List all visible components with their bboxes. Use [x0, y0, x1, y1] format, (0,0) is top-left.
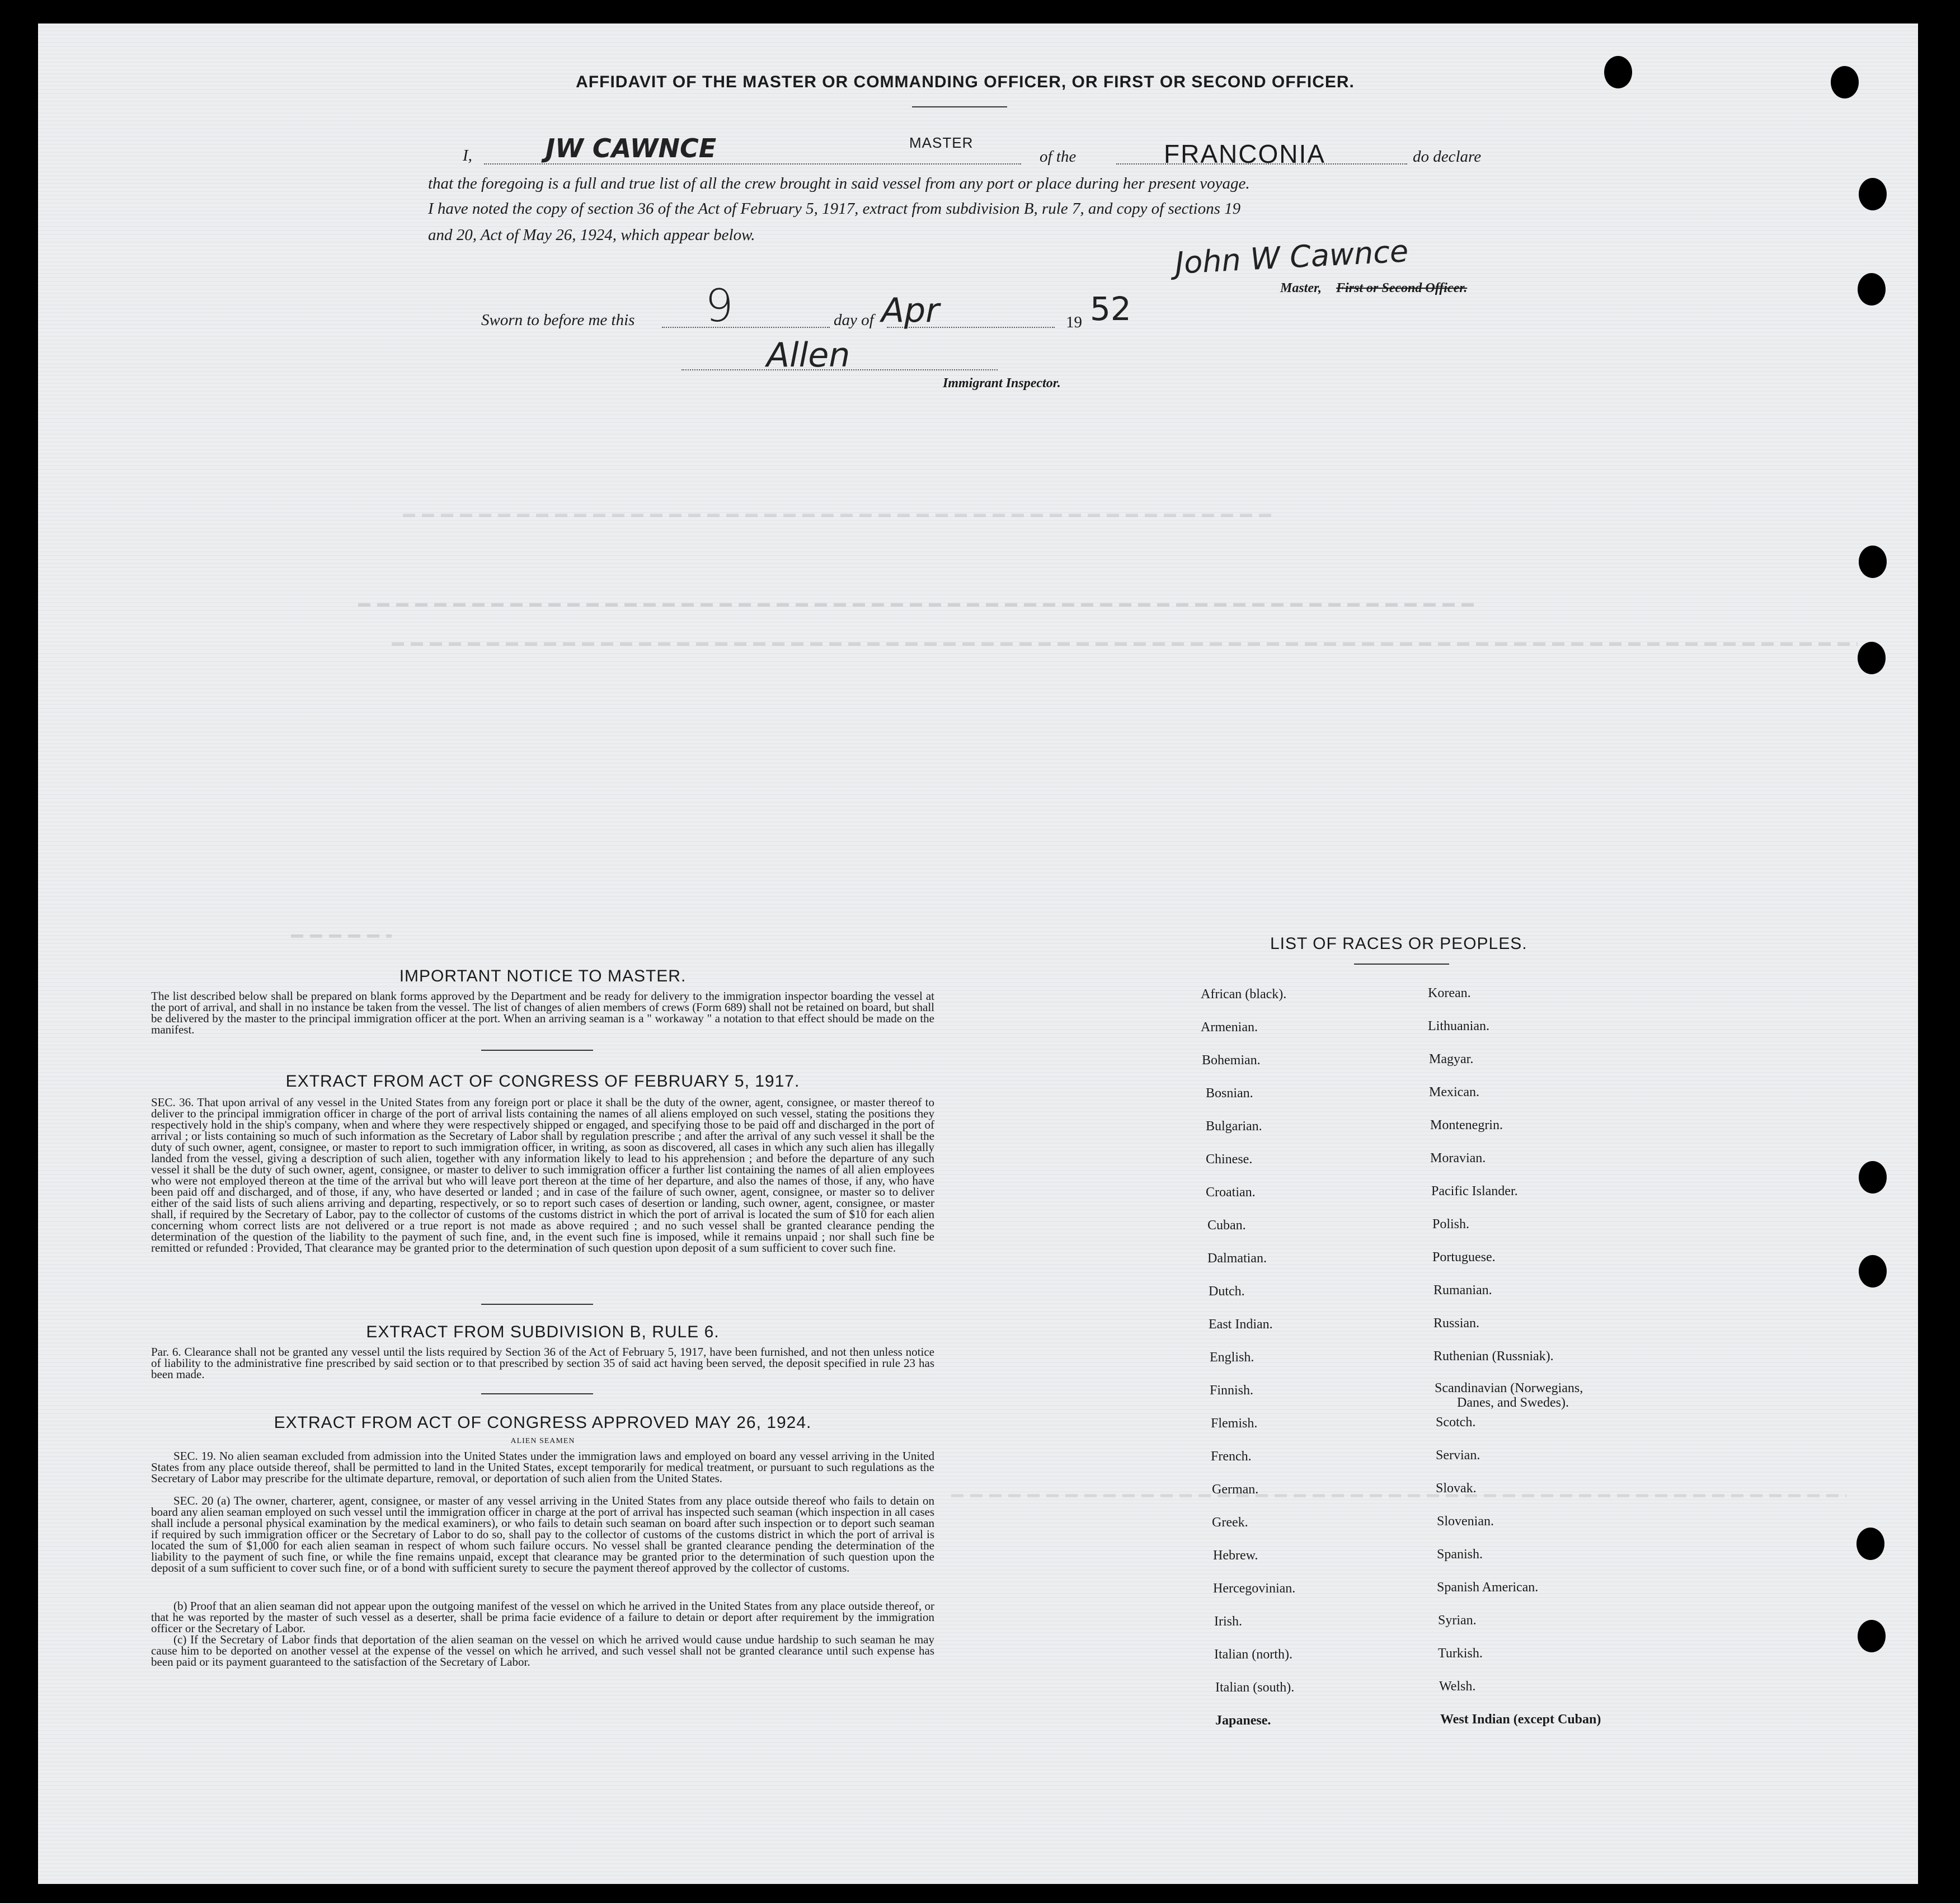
race-right-item: Montenegrin.	[1430, 1118, 1503, 1133]
year-prefix: 19	[1066, 313, 1082, 331]
race-right-item: Servian.	[1436, 1448, 1480, 1463]
punch-hole	[1859, 178, 1887, 210]
race-left-item: Japanese.	[1215, 1713, 1271, 1728]
sworn-day-line	[662, 327, 830, 328]
race-right-item: Magyar.	[1429, 1052, 1474, 1066]
race-left-item: Bulgarian.	[1206, 1119, 1262, 1134]
race-right-item: Ruthenian (Russniak).	[1433, 1349, 1554, 1364]
master-signature: John W Cawnce	[1174, 233, 1409, 281]
race-left-item: Flemish.	[1211, 1416, 1258, 1431]
race-right-item: Portuguese.	[1432, 1250, 1496, 1265]
race-left-item: Greek.	[1212, 1515, 1248, 1530]
extract-1924-sec19: SEC. 19. No alien seaman excluded from admission into the United States under the immigration laws and employed on board any vessel arriving in the United States from any place outside thereof, shall be permitted to land in the United States, except temporarily for medical treatment, or pursuant to such regulations as the Secretary of Labor may prescribe for the ultimate departure, removal, or deportation of such alien from the United States.	[151, 1449, 934, 1485]
extract-1917-title: EXTRACT FROM ACT OF CONGRESS OF FEBRUARY 5, 1917.	[285, 1072, 800, 1091]
section-rule	[481, 1304, 593, 1305]
race-left-item: African (black).	[1201, 987, 1287, 1002]
master-caption: Master,	[1280, 281, 1322, 295]
punch-hole	[1859, 1161, 1887, 1194]
race-left-item: Armenian.	[1201, 1020, 1258, 1035]
race-right-item: Scotch.	[1436, 1415, 1476, 1430]
race-left-item: Cuban.	[1207, 1218, 1246, 1233]
race-left-item: German.	[1212, 1482, 1259, 1497]
race-left-item: Croatian.	[1206, 1185, 1256, 1200]
race-left-item: Hercegovinian.	[1213, 1581, 1296, 1596]
race-left-item: Hebrew.	[1213, 1548, 1258, 1563]
race-right-item: Welsh.	[1439, 1679, 1476, 1694]
race-right-item: West Indian (except Cuban)	[1440, 1712, 1601, 1727]
race-left-item: Italian (north).	[1214, 1647, 1292, 1662]
bleed-through-mark	[291, 934, 392, 938]
race-right-item: Lithuanian.	[1428, 1019, 1489, 1033]
punch-hole	[1604, 56, 1632, 88]
punch-hole	[1858, 642, 1886, 674]
heading-rule	[912, 106, 1007, 107]
bleed-through-mark	[951, 1494, 1846, 1497]
race-right-item: Pacific Islander.	[1431, 1184, 1518, 1199]
struck-officer-caption: First or Second Officer.	[1336, 281, 1468, 295]
vessel-name-stamp: FRANCONIA	[1164, 139, 1326, 168]
extract-1924-sec20c: (c) If the Secretary of Labor finds that deportation of the alien seaman on the vessel on which he arrived would cause undue hardship to such seaman he may cause him to be deported on another vessel at the expense of the vessel on which he arrived, and such vessel shall not be granted clearance until such expense has been paid or its payment guaranteed to the satisfaction of the Secretary of Labor.	[151, 1633, 934, 1669]
race-right-item: Slovenian.	[1437, 1514, 1494, 1529]
extract-1924-sec20a: SEC. 20 (a) The owner, charterer, agent, consignee, or master of any vessel arriving in the United States from any place outside thereof who fails to detain on board any alien seaman employed on such vessel until the immigration officer in charge at the port of arrival has inspected such seaman (which inspection in all cases shall include a personal physical examination by the medical examiners), or who fails to detain such seaman on board after such inspection or to deport such seaman if required by such immigration officer or the Secretary of Labor to do so, shall pay to the collector of customs of the customs district in which the port of arrival is located the sum of $1,000 for each alien seaman in respect of whom such failure occurs. No vessel shall be granted clearance pending the determination of the liability to the payment of such fine, or while the fine remains unpaid, except that clearance may be granted prior to the determination of such question upon the deposit of a sum sufficient to cover such fine, or of a bond with sufficient surety to secure the payment thereof approved by the collector of customs.	[151, 1494, 934, 1575]
extract-1924-sec20b: (b) Proof that an alien seaman did not appear upon the outgoing manifest of the vessel on which he arrived in the United States from any place outside thereof, or that he was reported by the master of such vessel as a deserter, shall be prima facie evidence of a failure to detain or deport after requirement by the immigration officer or the Secretary of Labor.	[151, 1599, 934, 1635]
race-right-item: Syrian.	[1438, 1613, 1477, 1628]
bleed-through-mark	[403, 514, 1276, 517]
rule6-title: EXTRACT FROM SUBDIVISION B, RULE 6.	[366, 1323, 720, 1341]
section-rule	[481, 1050, 593, 1051]
day-of-label: day of	[834, 311, 874, 329]
notice-title: IMPORTANT NOTICE TO MASTER.	[399, 967, 687, 985]
sworn-label: Sworn to before me this	[481, 311, 635, 329]
race-left-item: Bohemian.	[1202, 1053, 1261, 1068]
race-right-item: Spanish American.	[1437, 1580, 1539, 1595]
race-right-item: Rumanian.	[1433, 1283, 1492, 1298]
inspector-signature: Allen	[767, 336, 850, 375]
race-right-item: Korean.	[1428, 986, 1471, 1000]
do-declare-label: do declare	[1413, 148, 1482, 166]
name-line	[484, 163, 1021, 165]
affidavit-line-2: that the foregoing is a full and true list of all the crew brought in said vessel from any port or place during her present voyage.	[428, 175, 1250, 192]
race-right-item: Spanish.	[1437, 1547, 1483, 1562]
notice-body: The list described below shall be prepared on blank forms approved by the Department and be ready for delivery to the immigration inspector boarding the vessel at the port of arrival, and shall in no instance be taken from the vessel. The list of changes of alien members of crews (Form 689) shall not be retained on board, but shall be delivered by the master to the principal immigration officer at the port. When an arriving seaman is a " workaway " a notation to that effect should be made on the manifest.	[151, 989, 934, 1036]
races-title-rule	[1354, 964, 1449, 965]
bleed-through-mark	[392, 642, 1858, 646]
race-right-item: Mexican.	[1429, 1085, 1479, 1099]
race-right-item: Russian.	[1433, 1316, 1480, 1331]
race-left-item: Chinese.	[1206, 1152, 1253, 1167]
race-right-item: Moravian.	[1430, 1151, 1486, 1166]
race-right-item: Danes, and Swedes).	[1457, 1395, 1569, 1410]
extract-1924-title: EXTRACT FROM ACT OF CONGRESS APPROVED MAY 26, 1924.	[274, 1413, 812, 1432]
punch-hole	[1858, 273, 1886, 306]
bleed-through-mark	[358, 603, 1477, 607]
inspector-line	[681, 369, 998, 370]
race-left-item: East Indian.	[1209, 1317, 1273, 1332]
affidavit-line-4: and 20, Act of May 26, 1924, which appear below.	[428, 226, 755, 244]
race-left-item: Bosnian.	[1206, 1086, 1253, 1101]
race-left-item: Dutch.	[1209, 1284, 1245, 1299]
punch-hole	[1831, 66, 1859, 98]
extract-1924-subtitle: ALIEN SEAMEN	[510, 1437, 575, 1445]
section-rule	[481, 1393, 593, 1394]
rule6-body: Par. 6. Clearance shall not be granted any vessel until the lists required by Section 36 of the Act of February 5, 1917, have been furnished, and not then unless notice of liability to the administrative fine prescribed by said section or to that prescribed by section 35 of said act having been served, the deposit specified in rule 23 has been made.	[151, 1345, 934, 1381]
race-right-item: Slovak.	[1436, 1481, 1477, 1496]
race-right-item: Turkish.	[1438, 1646, 1483, 1661]
race-left-item: Dalmatian.	[1207, 1251, 1267, 1266]
sworn-day-handwritten: 9	[705, 280, 734, 332]
race-left-item: French.	[1211, 1449, 1252, 1464]
punch-hole	[1858, 1620, 1886, 1652]
rank-stamp: MASTER	[909, 134, 974, 151]
race-left-item: Irish.	[1214, 1614, 1242, 1629]
punch-hole	[1856, 1528, 1884, 1560]
punch-hole	[1859, 546, 1887, 578]
sworn-month-handwritten: Apr	[881, 291, 939, 330]
affidavit-line-3: I have noted the copy of section 36 of the Act of February 5, 1917, extract from subdivision B, rule 7, and copy of sections 19	[428, 200, 1241, 218]
race-right-item: Polish.	[1432, 1217, 1470, 1232]
i-label: I,	[463, 147, 472, 165]
inspector-caption: Immigrant Inspector.	[943, 376, 1061, 391]
race-right-item: Scandinavian (Norwegians,	[1435, 1381, 1583, 1395]
races-title: LIST OF RACES OR PEOPLES.	[1270, 934, 1527, 953]
punch-hole	[1859, 1255, 1887, 1288]
master-name-handwritten: JW CAWNCE	[546, 133, 717, 163]
race-left-item: Italian (south).	[1215, 1680, 1295, 1695]
race-left-item: English.	[1210, 1350, 1254, 1365]
of-the-label: of the	[1040, 148, 1077, 166]
affidavit-heading: AFFIDAVIT OF THE MASTER OR COMMANDING OFFICER, OR FIRST OR SECOND OFFICER.	[576, 73, 1355, 91]
year-suffix-handwritten: 52	[1090, 290, 1131, 328]
extract-1917-body: SEC. 36. That upon arrival of any vessel in the United States from any foreign port or place it shall be the duty of the owner, agent, consignee, or master thereof to deliver to the principal immigration officer in charge of the port of arrival lists containing the names of all aliens employed on such vessel, stating the positions they respectively hold in the ship's company, when and where they were respectively shipped or engaged, and specifying those to be paid off and discharged in the port of arrival ; or lists containing so much of such information as the Secretary of Labor shall by regulation prescribe ; and after the arrival of any such vessel it shall be the duty of such owner, agent, consignee, or master to report to such immigration officer, in writing, as soon as discovered, all cases in which any such alien has illegally landed from the vessel, giving a description of such alien, together with any information likely to lead to his apprehension ; and before the departure of any such vessel it shall be the duty of such owner, agent, consignee, or master to deliver to such immigration officer a further list containing the names of all alien employees who were not employed thereon at the time of the arrival but who will leave port thereon at the time of her departure, and also the names of those, if any, who have been paid off and discharged, and of those, if any, who have deserted or landed ; and in case of the failure of such owner, agent, consignee, or master so to deliver either of the said lists of such aliens arriving and departing, respectively, or so to report such cases of desertion or landing, such owner, agent, consignee, or master shall, if required by the Secretary of Labor, pay to the collector of customs of the customs district in which the port of arrival is located the sum of $10 for each alien concerning whom correct lists are not delivered or a true report is not made as above required ; and no such vessel shall be granted clearance pending the determination of the question of the liability to the payment of such fine, and, in the event such fine is imposed, while it remains unpaid ; nor shall such fine be remitted or refunded : Provided, That clearance may be granted prior to the determination of such question upon deposit of a sum sufficient to cover such fine.	[151, 1096, 934, 1254]
race-left-item: Finnish.	[1210, 1383, 1254, 1398]
